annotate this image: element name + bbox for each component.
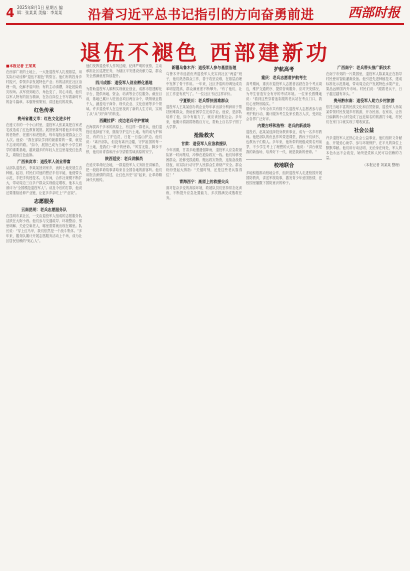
article-paragraph: 面对复杂多变的高原环境，救援队员们坚持常态化训练，不断提升应急处置能力，多次圆满完成搜救任务。 <box>166 186 242 200</box>
article-paragraph: 依托当地丰富的民族文化和自然资源，退役军人杨某某带领村民发展乡村旅游，开办民宿、农家乐，让昔日偏僻的小山村变成了远近闻名的旅游打卡地，村民们在家门口就实现了增收致富。 <box>326 105 402 124</box>
column-2 <box>86 64 162 564</box>
article-paragraph: 今年汛期，甘肃多地遭遇强降雨，退役军人应急救援队第一时间集结，冲锋在抢险救灾一线。他们转移受困群众、抢修受损道路、搬运救灾物资，连续奋战数昼夜，用实际行动守护人民群众生命财产安全。群众纷纷竖起大拇指：“关键时刻，还是这些老兵靠得住！” <box>166 148 242 177</box>
story-subheading: 重庆：老兵志愿者护航考生 <box>261 75 307 80</box>
story-subheading: 青海西宁：高原上的救援尖兵 <box>179 179 229 184</box>
header-rule <box>6 23 404 25</box>
section-heading: 抢险救灾 <box>193 133 214 139</box>
article-paragraph: 他们发挥退役军人作风过硬、纪律严明的优势，主动承担社区巡逻任务，为辖区平安建设贡献力量，群众安全感满意度持续提升。 <box>86 64 162 78</box>
article-paragraph: 在遵义市的一个小山村里，退役军人张某某把自家老宅改造成了红色教育展馆。展馆里陈列着他多年收集的老物件、老照片和老报纸，每年接待参观群众上万人次。他说：“我在部队学到的最重要的一课，就是不忘来时的路。”如今，展馆已成为当地中小学生研学的重要基地，越来越多的年轻人在这里接受红色洗礼，赓续红色血脉。 <box>6 123 82 157</box>
story-subheading: 广西南宁：老兵带头推广新技术 <box>337 65 391 70</box>
article-paragraph: 在南宁市郊的一片果园里，退役军人陈某某正在指导村民使用智能灌溉设备。他引进先进种植技术，建成标准化示范基地，带动周边农户发展特色水果产业，果品远销国内外市场。村民们说：“跟着老兵干，日子越过越有奔头。” <box>326 72 402 96</box>
page-header <box>0 0 410 40</box>
article-paragraph: 许多退役军人还热心社会公益事业，他们组织义务献血、开展爱心助学、参与环境保护，在平凡的岗位上默默奉献。他们用行动证明，无论身在何处，军人的本色永远不会改变，始终是党和人民可以信赖的力量。 <box>326 136 402 160</box>
article-paragraph: 多地积极推动校地合作，组织退役军人走进校园开展国防教育，讲述军旅故事，激发青少年爱国热情，在校园里播撒下国防意识的种子。 <box>246 171 322 185</box>
main-headline: 退伍不褪色 西部建新功 <box>79 40 331 65</box>
article-paragraph: 从部队退役后，李某某回到家乡，流转土地发展生态种植。起初，村民们对他的想法半信半疑，他便带头示范，手把手传授技术。几年间，合作社规模不断扩大，带动周边三百多户群众实现稳定增收，他本人也被评为“全国模范退役军人”。谈及今后的打算，他说还要继续延伸产业链，让更多乡亲吃上“产业饭”。 <box>6 166 82 195</box>
column-5 <box>326 64 402 564</box>
article-paragraph: 据统计，今年全市共有数千名退役军人志愿者参与高考护航行动，累计服务考生及家长数万人次，受到社会各界广泛好评。 <box>246 107 322 121</box>
issue-date: 2025年8月1日 星期五 编辑：张某某 美编：李某某 <box>17 5 63 15</box>
story-subheading: 贵州省遵义市：红色文化进乡村 <box>17 116 71 121</box>
story-subheading: 四川成都：退役军人创业孵化基地 <box>95 80 153 85</box>
article-paragraph: 退役后，赵某某选择投身教育事业，成为一名乡村教师。他把部队的优良作风带进课堂，教孩子们读书，也教孩子们做人。多年来，他所带的班级成绩名列前茅，不少学生考上了理想的大学。他说：“讲台就是我的新战场，培养好下一代，就是我新的使命。” <box>246 130 322 154</box>
article-paragraph: 在昆明市某社区，一支由退役军人组成的志愿服务队活跃在大街小巷。他们参与交通疏导、环境整治、邻里调解、关爱空巢老人，哪里需要就出现在哪里。队长说：“穿上红马甲，我们依然是一个战斗集体。”多年来，服务队累计开展志愿服务活动上千场，成为社区居民信赖的“贴心人”。 <box>6 214 82 243</box>
section-heading: 护航高考 <box>273 67 294 73</box>
story-subheading: 广西来宾市：退役军人创业带富 <box>17 159 71 164</box>
story-subheading: 陕西延安：老兵讲解员 <box>105 156 143 161</box>
section-heading: 校地联合 <box>273 163 294 169</box>
story-subheading: 内蒙古呼和浩特：老兵的新战场 <box>257 123 311 128</box>
column-4 <box>246 64 322 564</box>
divider <box>246 159 322 160</box>
newspaper-logo: 西部时报 <box>347 6 400 21</box>
story-subheading: 云南昆明：老兵志愿服务队 <box>21 207 67 212</box>
section-banner: 沿着习近平总书记指引的方向奋勇前进 <box>88 8 315 23</box>
story-subheading: 甘肃：退役军人应急救援队 <box>181 141 227 146</box>
author-credit: （本报记者 刘某某 整理） <box>362 163 402 167</box>
article-paragraph: 在海拔四千多米的高原上，有这样一群老兵，他们退役后选择留下来，继续守护这片土地。有的成为护林员，有的当上了护边员，日复一日巡山护边。他们说：“离开部队，但没有离开边疆，守护祖国的每一寸土地，是我们一辈子的使命。”风雪无阻，脚步不停，他们用青春和汗水守望着雪域高原的安宁。 <box>86 125 162 154</box>
section-heading: 志愿服务 <box>33 199 54 205</box>
article-paragraph: 高考期间，重庆市退役军人志愿者活跃在各个考点周边，维护交通秩序、提供咨询服务、应对突发情况，为考生营造安全有序的考试环境。一位家长感慨地说：“看到这些穿着迷彩服的老兵站在考点门口，我们心里特别踏实。” <box>246 82 322 106</box>
section-heading: 社会公益 <box>353 128 374 134</box>
page-number: 4 <box>6 6 15 20</box>
article-paragraph: 退役军人王某某创办的企业每年拿出部分利润用于帮扶困难群众，资助贫困学生完成学业。他说，是部队培养了他，如今有能力了，就应该回报社会。多年来，他累计捐款捐物数百万元，帮助上百名学子圆了大学梦。 <box>166 105 242 129</box>
section-heading: 红色传承 <box>33 108 54 114</box>
article-paragraph: 乌鲁木齐市选派优秀退役军人充实到社区“两委”班子，他们熟悉群众工作，善于攻坚克难，在基层治理中发挥了骨干作用。一年来，社区矛盾纠纷调处成功率明显提高，群众满意度不断攀升。“有了他们，社区工作更有底气了。”一位社区书记这样评价。 <box>166 72 242 96</box>
article-paragraph: 在延安革命纪念地，一群退役军人义务担任讲解员，把一段段革命故事讲给来自全国各地的游客听。他们用饱含深情的讲述，让红色历史“活”起来，让革命精神代代相传。 <box>86 163 162 182</box>
byline: ■本报记者 王某某 <box>6 64 36 68</box>
story-subheading: 西藏拉萨：戍边老兵守护雪域 <box>99 118 149 123</box>
story-subheading: 新疆乌鲁木齐：退役军人参与基层治理 <box>171 65 237 70</box>
story-subheading: 宁夏银川：老兵帮扶困难群众 <box>179 98 229 103</box>
column-1 <box>6 64 82 564</box>
article-paragraph: 为帮助退役军人顺利实现就业创业，成都市搭建孵化平台，提供场地、资金、培训等全方位服务。截至目前，基地已累计入驻创业项目两百余个，吸纳就业数千人，涵盖电子商务、现代农业、文化创意等多个领域。许多退役军人在这里找到了新的人生方向，实现了从“兵”到“商”的转变。 <box>86 87 162 116</box>
article-paragraph: 在西部广袤的土地上，一大批退役军人扎根基层，用实际行动诠释“退伍不褪色”的誓言。他们有的投身乡村振兴，带领乡亲发展特色产业；有的活跃在社区治理一线，化解矛盾纠纷；有的主动请缨，奔赴抢险救灾现场。从军营到地方，角色变了，初心未改，他们以军人特有的担当精神，在各自岗位上书写着新时代的奋斗篇章。本版特别策划，讲述他们的故事。 <box>6 70 82 104</box>
column-3 <box>166 64 242 564</box>
story-subheading: 贵州黔东南：退役军人助力乡村旅游 <box>333 98 395 103</box>
